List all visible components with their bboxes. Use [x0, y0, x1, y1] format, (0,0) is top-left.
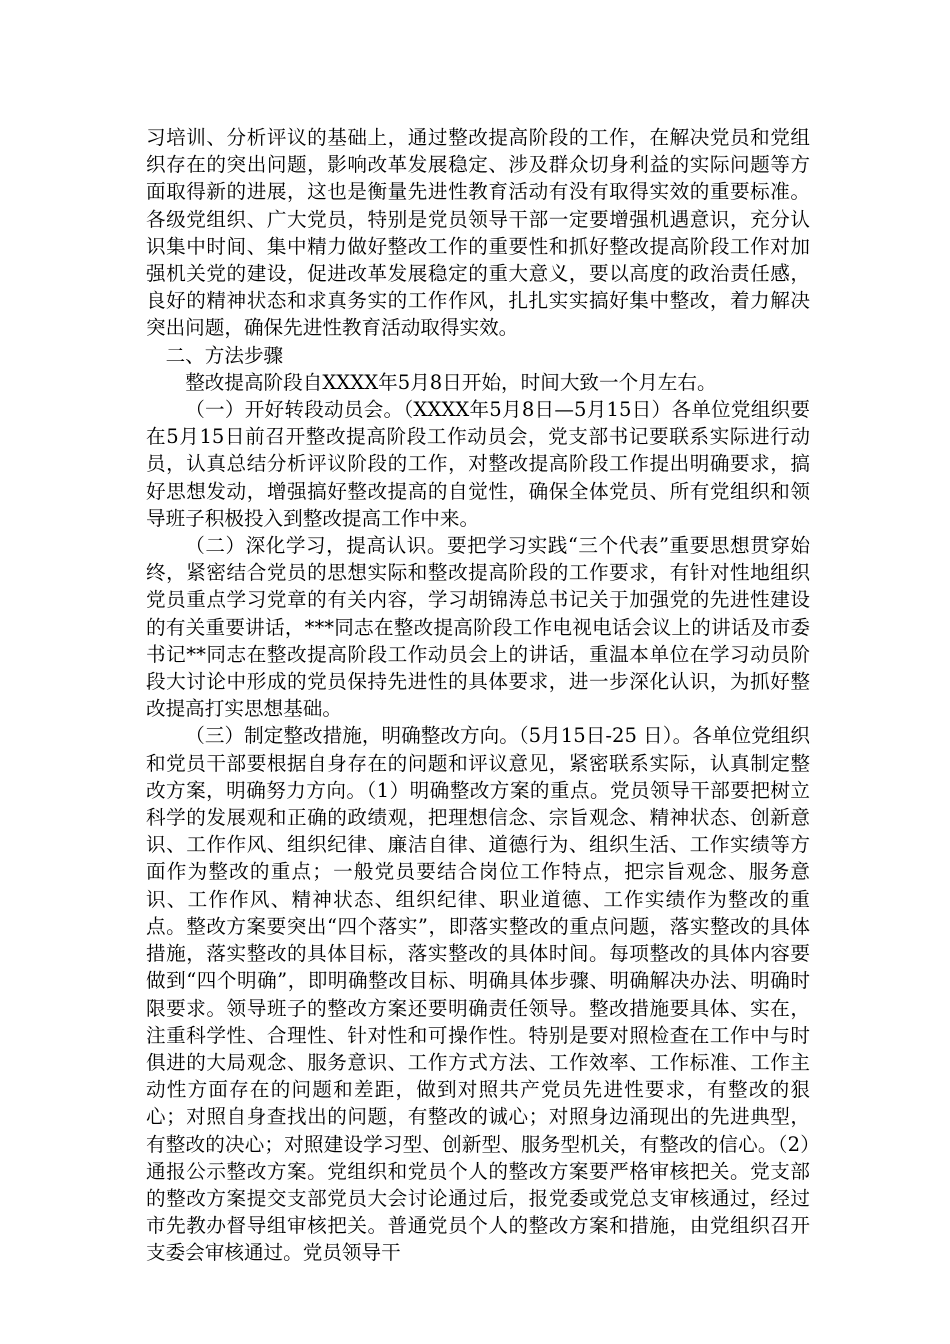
- paragraph-intro-continuation: 习培训、分析评议的基础上，通过整改提高阶段的工作，在解决党员和党组织存在的突出问题，影响改革发展稳定、涉及群众切身利益的实际问题等方面取得新的进展，这也是衡量先进性教育活动有没有取得实效的重要标准。各级党组织、广大党员，特别是党员领导干部一定要增强机遇意识，充分认识集中时间、集中精力做好整改工作的重要性和抓好整改提高阶段工作对加强机关党的建设，促进改革发展稳定的重大意义，要以高度的政治责任感，良好的精神状态和求真务实的工作作风，扎扎实实搞好集中整改，着力解决突出问题，确保先进性教育活动取得实效。: [146, 126, 810, 340]
- paragraph-step-1: （一）开好转段动员会。（XXXX年5月8日—5月15日）各单位党组织要在5月15日前召开整改提高阶段工作动员会，党支部书记要联系实际进行动员，认真总结分析评议阶段的工作，对整改提高阶段工作提出明确要求，搞好思想发动，增强搞好整改提高的自觉性，确保全体党员、所有党组织和领导班子积极投入到整改提高工作中来。: [146, 398, 810, 530]
- paragraph-timeline: 整改提高阶段自XXXX年5月8日开始，时间大致一个月左右。: [185, 370, 717, 394]
- document-page: [146, 124, 810, 1267]
- section-heading-methods: 二、方法步骤: [165, 343, 284, 367]
- paragraph-step-3: （三）制定整改措施，明确整改方向。（5月15日-25 日）。各单位党组织和党员干部要根据自身存在的问题和评议意见，紧密联系实际，认真制定整改方案，明确努力方向。（1）明确整改方案的重点。党员领导干部要把树立科学的发展观和正确的政绩观，把理想信念、宗旨观念、精神状态、创新意识、工作作风、组织纪律、廉洁自律、道德行为、组织生活、工作实绩等方面作为整改的重点；一般党员要结合岗位工作特点，把宗旨观念、服务意识、工作作风、精神状态、组织纪律、职业道德、工作实绩作为整改的重点。整改方案要突出“四个落实”，即落实整改的重点问题，落实整改的具体措施，落实整改的具体目标，落实整改的具体时间。每项整改的具体内容要做到“四个明确”，即明确整改目标、明确具体步骤、明确解决办法、明确时限要求。领导班子的整改方案还要明确责任领导。整改措施要具体、实在，注重科学性、合理性、针对性和可操作性。特别是要对照检查在工作中与时俱进的大局观念、服务意识、工作方式方法、工作效率、工作标准、工作主动性方面存在的问题和差距，做到对照共产党员先进性要求，有整改的狠心；对照自身查找出的问题，有整改的诚心；对照身边涌现出的先进典型，有整改的决心；对照建设学习型、创新型、服务型机关，有整改的信心。（2）通报公示整改方案。党组织和党员个人的整改方案要严格审核把关。党支部的整改方案提交支部党员大会讨论通过后，报党委或党总支审核通过，经过市先教办督导组审核把关。普通党员个人的整改方案和措施，由党组织召开支委会审核通过。党员领导干: [146, 724, 810, 1265]
- paragraph-step-2: （二）深化学习，提高认识。要把学习实践“三个代表”重要思想贯穿始终，紧密结合党员的思想实际和整改提高阶段的工作要求，有针对性地组织党员重点学习党章的有关内容，学习胡锦涛总书记关于加强党的先进性建设的有关重要讲话，***同志在整改提高阶段工作电视电话会议上的讲话及市委书记**同志在整改提高阶段工作动员会上的讲话，重温本单位在学习动员阶段大讨论中形成的党员保持先进性的具体要求，进一步深化认识，为抓好整改提高打实思想基础。: [146, 534, 810, 721]
